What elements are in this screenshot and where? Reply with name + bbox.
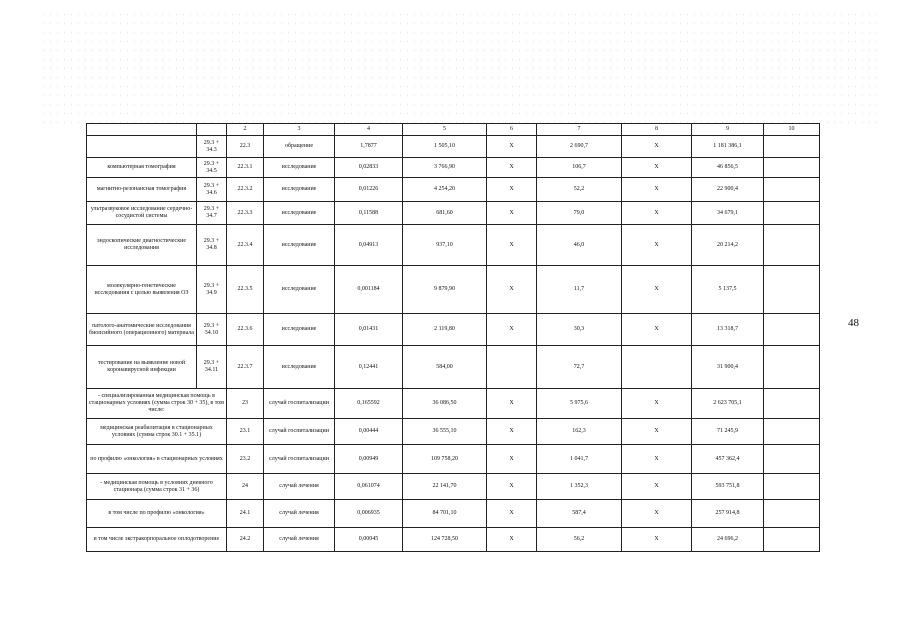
- row-code: 29.3 + 34.8: [197, 225, 227, 266]
- col10-value: [764, 202, 820, 225]
- col9-value: 257 914,8: [692, 500, 764, 528]
- col7-value: 587,4: [537, 500, 622, 528]
- row-number: 23: [227, 389, 264, 419]
- row-number: 22.3.3: [227, 202, 264, 225]
- row-code: 29.3 + 34.10: [197, 314, 227, 346]
- col9-value: 457 362,4: [692, 445, 764, 474]
- col9-value: 13 318,7: [692, 314, 764, 346]
- table-row: [87, 178, 820, 202]
- header-row: [87, 124, 820, 136]
- col9-value: 2 623 705,1: [692, 389, 764, 419]
- header-cell: 6: [487, 124, 537, 136]
- scan-noise: [40, 10, 880, 130]
- col9-value: 31 900,4: [692, 346, 764, 389]
- row-unit: исследование: [264, 158, 335, 178]
- col4-value: 0,04913: [335, 225, 403, 266]
- col4-value: 0,001184: [335, 266, 403, 314]
- row-name: ультразвуковое исследование сердечно-сосудистой системы: [87, 202, 197, 225]
- col7-value: 11,7: [537, 266, 622, 314]
- col10-value: [764, 346, 820, 389]
- row-number: 24: [227, 474, 264, 500]
- col10-value: [764, 474, 820, 500]
- header-cell: 4: [335, 124, 403, 136]
- table-row: [87, 158, 820, 178]
- col6-value: X: [487, 314, 537, 346]
- col6-value: X: [487, 202, 537, 225]
- row-unit: случай лечения: [264, 528, 335, 552]
- row-unit: исследование: [264, 266, 335, 314]
- col8-value: X: [622, 419, 692, 445]
- col5-value: 109 758,20: [403, 445, 487, 474]
- row-unit: случай госпитализации: [264, 389, 335, 419]
- col8-value: X: [622, 500, 692, 528]
- col6-value: X: [487, 158, 537, 178]
- col8-value: X: [622, 314, 692, 346]
- col6-value: X: [487, 419, 537, 445]
- col5-value: 681,60: [403, 202, 487, 225]
- col10-value: [764, 136, 820, 158]
- row-name: молекулярно-генетические исследования с целью выявления ОЗ: [87, 266, 197, 314]
- col5-value: 584,00: [403, 346, 487, 389]
- row-number: 23.1: [227, 419, 264, 445]
- col10-value: [764, 500, 820, 528]
- row-name: - специализированная медицинская помощь в стационарных условиях (сумма строк 30 + 35), в том числе:: [87, 389, 227, 419]
- col6-value: X: [487, 445, 537, 474]
- col4-value: 0,01226: [335, 178, 403, 202]
- row-number: 22.3.7: [227, 346, 264, 389]
- table-row: [87, 136, 820, 158]
- header-cell: 8: [622, 124, 692, 136]
- col6-value: X: [487, 136, 537, 158]
- header-cell: 9: [692, 124, 764, 136]
- col5-value: 2 119,80: [403, 314, 487, 346]
- col6-value: X: [487, 474, 537, 500]
- row-number: 24.2: [227, 528, 264, 552]
- row-name: по профилю «онкология» в стационарных условиях: [87, 445, 227, 474]
- table-row: [87, 202, 820, 225]
- col7-value: 30,3: [537, 314, 622, 346]
- header-cell: [87, 124, 197, 136]
- col10-value: [764, 389, 820, 419]
- header-cell: 3: [264, 124, 335, 136]
- col10-value: [764, 266, 820, 314]
- col9-value: 34 679,1: [692, 202, 764, 225]
- col7-value: 79,0: [537, 202, 622, 225]
- col10-value: [764, 158, 820, 178]
- row-number: 23.2: [227, 445, 264, 474]
- row-name: в том числе экстракорпоральное оплодотворение: [87, 528, 227, 552]
- col7-value: 106,7: [537, 158, 622, 178]
- row-name: компьютерная томография: [87, 158, 197, 178]
- col4-value: 0,00444: [335, 419, 403, 445]
- table-row: [87, 266, 820, 314]
- header-cell: [197, 124, 227, 136]
- col9-value: 24 696,2: [692, 528, 764, 552]
- col6-value: X: [487, 225, 537, 266]
- col4-value: 0,061074: [335, 474, 403, 500]
- col9-value: 22 900,4: [692, 178, 764, 202]
- col8-value: X: [622, 158, 692, 178]
- row-code: 29.3 + 34.9: [197, 266, 227, 314]
- col6-value: X: [487, 266, 537, 314]
- col8-value: X: [622, 528, 692, 552]
- table-row: [87, 225, 820, 266]
- col10-value: [764, 419, 820, 445]
- table-row: [87, 445, 820, 474]
- row-number: 22.3: [227, 136, 264, 158]
- row-number: 22.3.6: [227, 314, 264, 346]
- col5-value: 937,10: [403, 225, 487, 266]
- col5-value: 3 766,90: [403, 158, 487, 178]
- col4-value: 0,006935: [335, 500, 403, 528]
- col7-value: 2 690,7: [537, 136, 622, 158]
- table-row: [87, 389, 820, 419]
- col8-value: X: [622, 202, 692, 225]
- row-unit: случай лечения: [264, 474, 335, 500]
- table-row: [87, 474, 820, 500]
- col8-value: X: [622, 266, 692, 314]
- col8-value: X: [622, 445, 692, 474]
- header-cell: 2: [227, 124, 264, 136]
- col7-value: 56,2: [537, 528, 622, 552]
- col10-value: [764, 178, 820, 202]
- row-name: в том числе по профилю «онкология»: [87, 500, 227, 528]
- col7-value: 5 975,6: [537, 389, 622, 419]
- row-number: 22.3.1: [227, 158, 264, 178]
- table-row: [87, 314, 820, 346]
- col6-value: X: [487, 178, 537, 202]
- col5-value: 1 505,10: [403, 136, 487, 158]
- col9-value: 71 245,9: [692, 419, 764, 445]
- row-name: тестирование на выявление новой коронавирусной инфекции: [87, 346, 197, 389]
- row-number: 24.1: [227, 500, 264, 528]
- col10-value: [764, 528, 820, 552]
- col8-value: [622, 346, 692, 389]
- col10-value: [764, 225, 820, 266]
- row-unit: исследование: [264, 346, 335, 389]
- col4-value: 0,165592: [335, 389, 403, 419]
- row-number: 22.3.4: [227, 225, 264, 266]
- row-unit: исследование: [264, 314, 335, 346]
- row-unit: исследование: [264, 178, 335, 202]
- col7-value: 46,0: [537, 225, 622, 266]
- row-code: 29.3 + 34.7: [197, 202, 227, 225]
- col7-value: 72,7: [537, 346, 622, 389]
- col4-value: 0,00045: [335, 528, 403, 552]
- row-name: эндоскопические диагностические исследования: [87, 225, 197, 266]
- col8-value: X: [622, 389, 692, 419]
- table-row: [87, 500, 820, 528]
- col5-value: 9 879,90: [403, 266, 487, 314]
- row-code: 29.3 + 34.5: [197, 158, 227, 178]
- col5-value: 124 728,50: [403, 528, 487, 552]
- col4-value: 0,12441: [335, 346, 403, 389]
- table-row: [87, 346, 820, 389]
- page-number: 48: [848, 317, 859, 329]
- col10-value: [764, 314, 820, 346]
- col5-value: 22 141,70: [403, 474, 487, 500]
- header-cell: 5: [403, 124, 487, 136]
- col8-value: X: [622, 178, 692, 202]
- row-code: 29.3 + 34.11: [197, 346, 227, 389]
- col4-value: 1,7877: [335, 136, 403, 158]
- col6-value: X: [487, 528, 537, 552]
- col9-value: 5 137,5: [692, 266, 764, 314]
- col6-value: X: [487, 500, 537, 528]
- col6-value: X: [487, 389, 537, 419]
- col8-value: X: [622, 474, 692, 500]
- col5-value: 4 254,20: [403, 178, 487, 202]
- col9-value: 1 181 386,1: [692, 136, 764, 158]
- row-unit: случай госпитализации: [264, 445, 335, 474]
- row-name: медицинская реабилитация в стационарных условиях (сумма строк 30.1 + 35.1): [87, 419, 227, 445]
- col8-value: X: [622, 136, 692, 158]
- col5-value: 36 086,50: [403, 389, 487, 419]
- row-number: 22.3.5: [227, 266, 264, 314]
- col4-value: 0,01431: [335, 314, 403, 346]
- col5-value: 36 555,10: [403, 419, 487, 445]
- row-unit: случай лечения: [264, 500, 335, 528]
- row-name: магнитно-резонансная томография: [87, 178, 197, 202]
- col8-value: X: [622, 225, 692, 266]
- col10-value: [764, 445, 820, 474]
- row-unit: случай госпитализации: [264, 419, 335, 445]
- header-cell: 7: [537, 124, 622, 136]
- col7-value: 162,3: [537, 419, 622, 445]
- col7-value: 1 352,3: [537, 474, 622, 500]
- row-name: - медицинская помощь в условиях дневного стационара (сумма строк 31 + 36): [87, 474, 227, 500]
- col9-value: 20 214,2: [692, 225, 764, 266]
- data-table: [86, 123, 820, 552]
- row-name: патолого-анатомические исследования биопсийного (операционного) материала: [87, 314, 197, 346]
- col4-value: 0,00949: [335, 445, 403, 474]
- table-body: [87, 124, 820, 552]
- col6-value: [487, 346, 537, 389]
- col4-value: 0,02833: [335, 158, 403, 178]
- col5-value: 84 701,10: [403, 500, 487, 528]
- row-unit: исследование: [264, 225, 335, 266]
- col9-value: 593 751,8: [692, 474, 764, 500]
- col4-value: 0,11588: [335, 202, 403, 225]
- table-row: [87, 419, 820, 445]
- col7-value: 1 041,7: [537, 445, 622, 474]
- row-code: 29.3 + 34.6: [197, 178, 227, 202]
- row-unit: обращение: [264, 136, 335, 158]
- table-row: [87, 528, 820, 552]
- row-number: 22.3.2: [227, 178, 264, 202]
- row-name: [87, 136, 197, 158]
- header-cell: 10: [764, 124, 820, 136]
- row-unit: исследование: [264, 202, 335, 225]
- row-code: 29.3 + 34.3: [197, 136, 227, 158]
- col9-value: 46 856,5: [692, 158, 764, 178]
- col7-value: 52,2: [537, 178, 622, 202]
